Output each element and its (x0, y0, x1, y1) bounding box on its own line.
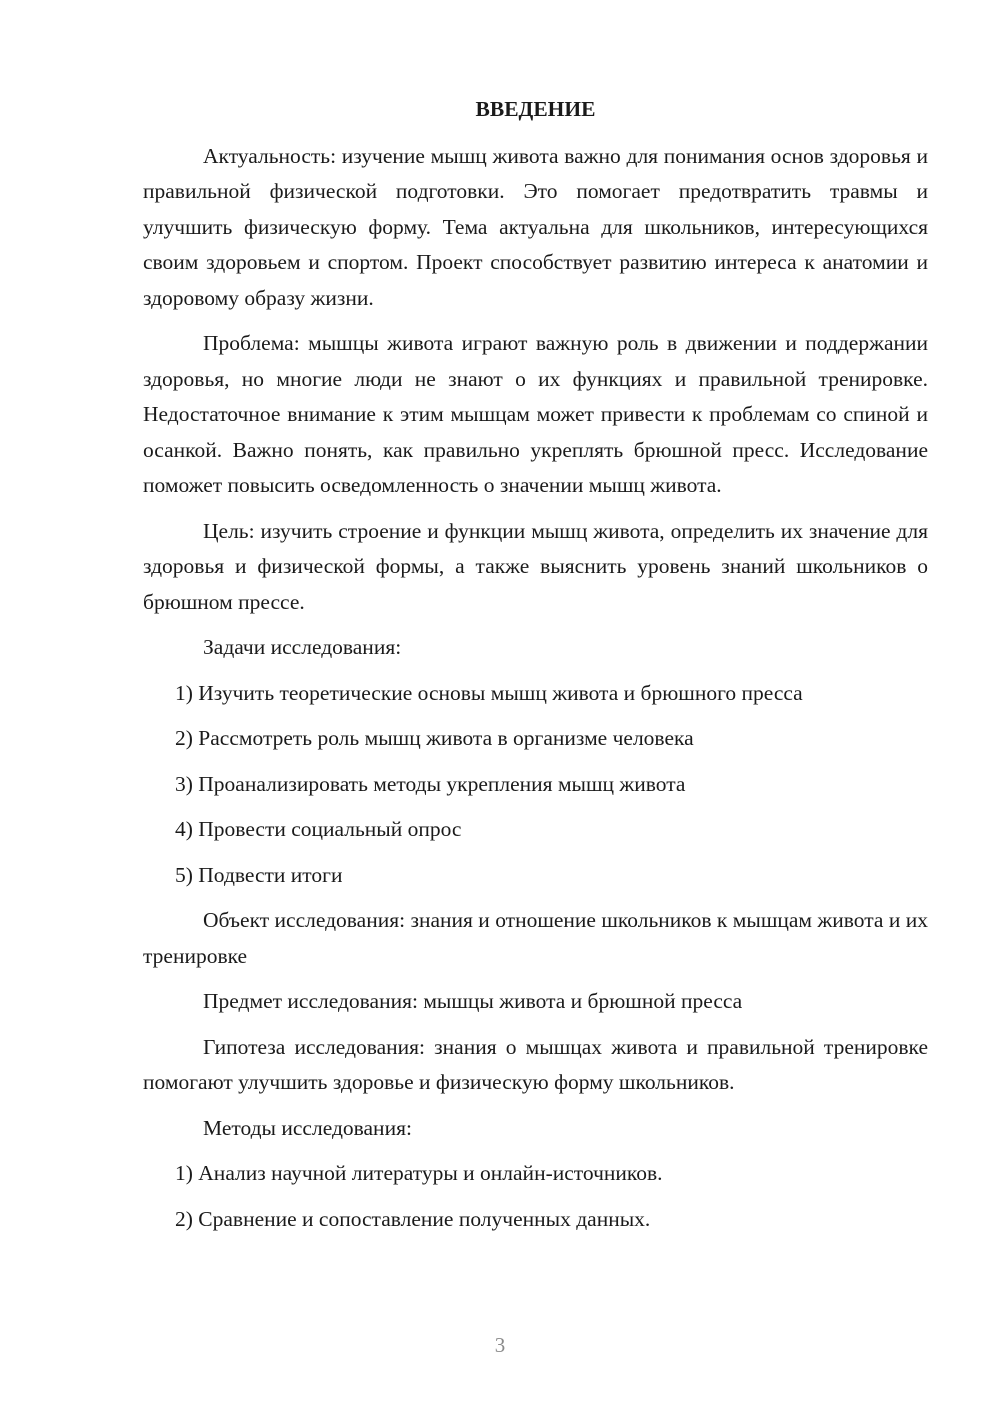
page-number: 3 (494, 1333, 506, 1357)
tasks-heading: Задачи исследования: (203, 635, 402, 659)
object-paragraph: Объект исследования: знания и отношение школьников к мышцам живота и их тренировке (143, 908, 928, 968)
document-page (143, 92, 928, 1247)
hypothesis-paragraph: Гипотеза исследования: знания о мышцах живота и правильной тренировке помогают улучшить здоровье и физическую форму школьников. (143, 1034, 928, 1094)
methods-heading: Методы исследования: (203, 1115, 412, 1140)
task-item: 1) Изучить теоретические основы мышц живота и брюшного пресса (175, 680, 803, 705)
task-item: 2) Рассмотреть роль мышц живота в организме человека (175, 726, 694, 750)
method-item: 2) Сравнение и сопоставление полученных данных. (175, 1206, 651, 1231)
problem-paragraph: Проблема: мышцы живота играют важную роль в движении и поддержании здоровья, но многие люди не знают о их функциях и правильной тренировке. Недостаточное внимание к этим мышцам может привести к проблемам со спиной и осанкой. Важно понять, как правильно укреплять брюшной пресс. Исследование поможет повысить осведомленность о значении мышц живота. (143, 331, 928, 497)
method-item: 1) Анализ научной литературы и онлайн-источников. (175, 1161, 663, 1185)
relevance-paragraph: Актуальность: изучение мышц живота важно для понимания основ здоровья и правильной физической подготовки. Это помогает предотвратить травмы и улучшить физическую форму. Тема актуальна для школьников, интересующихся своим здоровьем и спортом. Проект способствует развитию интереса к анатомии и здоровому образу жизни. (143, 143, 928, 310)
task-item: 5) Подвести итоги (175, 862, 343, 887)
section-title: ВВЕДЕНИЕ (475, 97, 596, 121)
subject-paragraph: Предмет исследования: мышцы живота и брюшной пресса (203, 989, 743, 1013)
tasks-list (143, 676, 928, 894)
goal-paragraph: Цель: изучить строение и функции мышц живота, определить их значение для здоровья и физической формы, а также выяснить уровень знаний школьников о брюшном прессе. (143, 518, 928, 614)
task-item: 4) Провести социальный опрос (175, 817, 462, 841)
task-item: 3) Проанализировать методы укрепления мышц живота (175, 771, 686, 796)
methods-list (143, 1156, 928, 1237)
